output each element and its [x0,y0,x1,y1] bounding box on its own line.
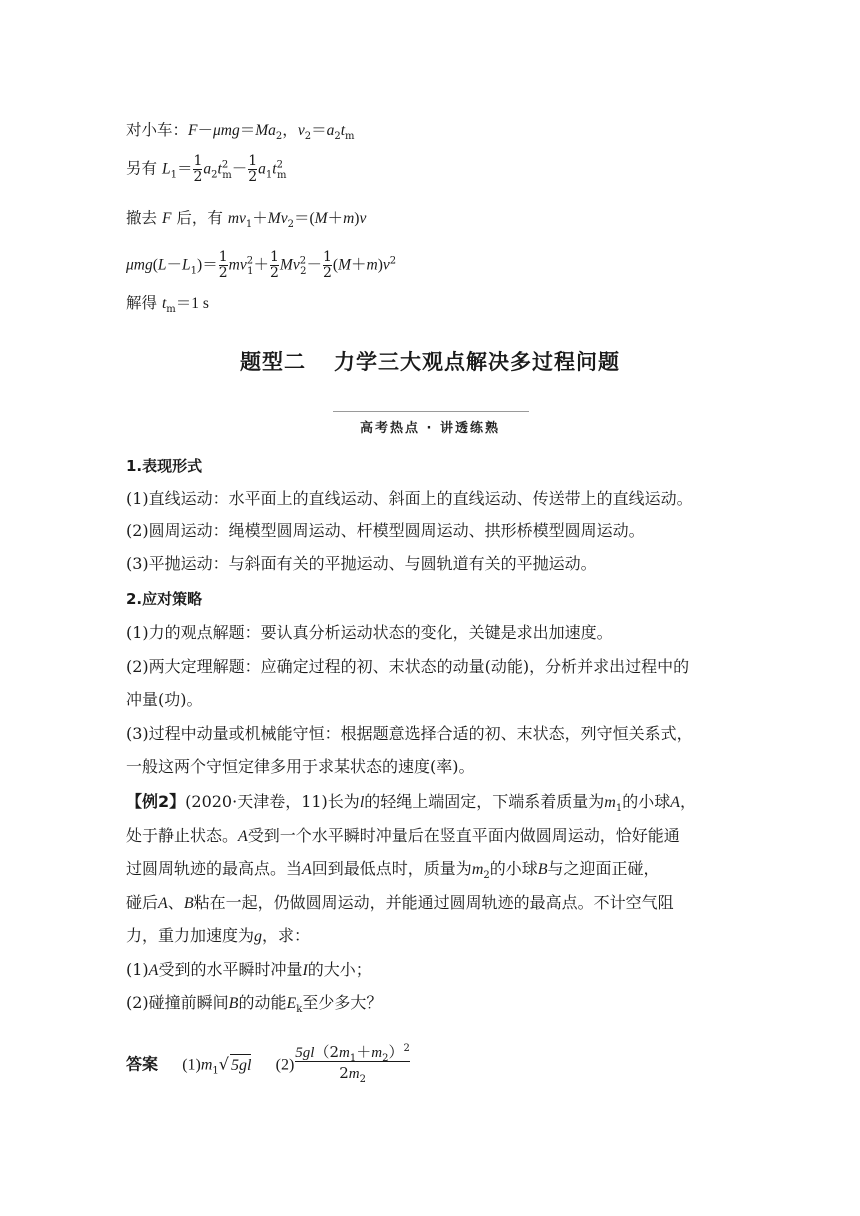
solution-line-5: 解得 $t_m=1$ s [126,294,209,316]
solution-line-1: 对小车：$F-\mu mg=Ma_2$，$v_2=a_2t_m$ [126,121,355,143]
heading-forms: 1.表现形式 [126,457,203,475]
paragraph: (1)直线运动：水平面上的直线运动、斜面上的直线运动、传送带上的直线运动。 [126,489,693,508]
sqrt-sign: √ [218,1054,229,1074]
paragraph: 冲量(功)。 [126,690,203,709]
paragraph: (3)平抛运动：与斜面有关的平抛运动、与圆轨道有关的平抛运动。 [126,554,597,573]
subtitle-rule [333,411,529,412]
section-title: 题型二 力学三大观点解决多过程问题 [240,350,620,374]
solution-line-4: $\mu mg(L-L_1)=$ $\frac{1}{2}$ $mv^2_1+$ $\frac{1}{2}$ $Mv^2_2-$ $\frac{1}{2}$ $(M+m)v^2$ [126,249,397,281]
heading-strategy: 2.应对策略 [126,590,203,608]
paragraph: (1)力的观点解题：要认真分析运动状态的变化，关键是求出加速度。 [126,623,613,642]
paragraph: (2)圆周运动：绳模型圆周运动、杆模型圆周运动、拱形桥模型圆周运动。 [126,521,645,540]
answer-label: 答案 [126,1054,159,1074]
example-line-3: 过圆周轨迹的最高点。当A回到最低点时，质量为$m_2$的小球B与之迎面正碰， [126,859,660,882]
solution-line-3: 撤去 F 后，有 $mv_1+Mv_2=(M+m)v$ [126,209,367,231]
paragraph: (3)过程中动量或机械能守恒：根据题意选择合适的初、末状态，列守恒关系式， [126,724,693,743]
solution-line-2: 另有 $L_1=$ $\frac{1}{2}$ $a_2t^2_m-$ $\frac{1}{2}$ $a_1t^2_m$ [126,153,287,185]
example-line-5: 力，重力加速度为g，求： [126,926,311,945]
example-line-4: 碰后A、B粘在一起，仍做圆周运动，并能通过圆周轨迹的最高点。不计空气阻 [126,893,674,912]
example-line-2: 处于静止状态。A受到一个水平瞬时冲量后在竖直平面内做圆周运动，恰好能通 [126,826,680,845]
paragraph: (2)两大定理解题：应确定过程的初、末状态的动量(动能)，分析并求出过程中的 [126,657,690,676]
example-label: 【例2】 [126,792,186,811]
question-1: (1)A受到的水平瞬时冲量I的大小； [126,960,372,979]
answer-line: 答案 $(1)m_1√$ 5gl (2) $\frac{5gl(2m_1+m_2)^2}{2m_2}$ [126,1043,410,1085]
paragraph: 一般这两个守恒定律多用于求某状态的速度(率)。 [126,757,475,776]
question-2: (2)碰撞前瞬间B的动能$E_k$至少多大？ [126,993,383,1016]
example-line-1: 【例2】(2020·天津卷，11)长为l的轻绳上端固定，下端系着质量为$m_1$的小球A， [126,792,697,815]
section-subtitle: 高考热点 · 讲透练熟 [360,421,500,436]
